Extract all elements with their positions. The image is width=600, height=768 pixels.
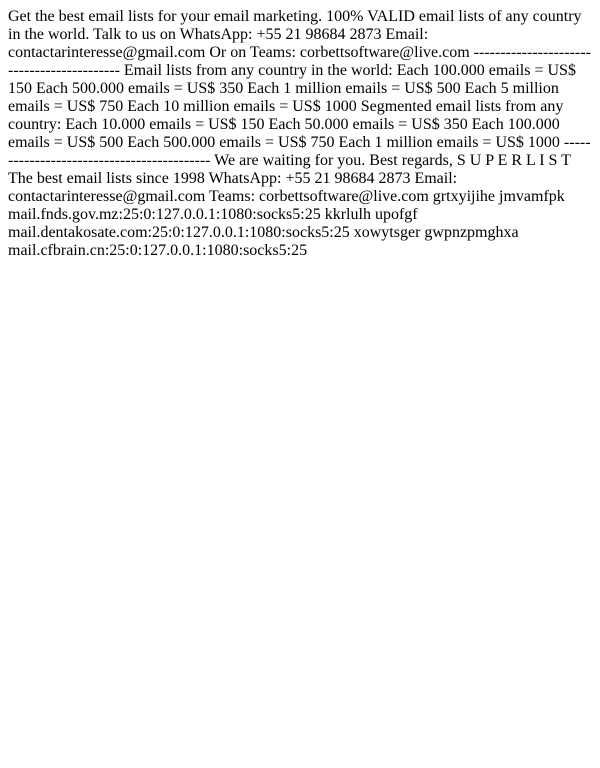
page-body xyxy=(0,0,600,260)
body-text: Get the best email lists for your email marketing. 100% VALID email lists of any country in the world. Talk to us on WhatsApp: +55 21 98684 2873 Email: contactarinteresse@gmail.com Or on Teams: corbettsoftware@live.com ------------------------------------------- Email lists from any country in the world: Each 100.000 emails = US$ 150 Each 500.000 emails = US$ 350 Each 1 million emails = US$ 500 Each 5 million emails = US$ 750 Each 10 million emails = US$ 1000 Segmented email lists from any country: Each 10.000 emails = US$ 150 Each 50.000 emails = US$ 350 Each 100.000 emails = US$ 500 Each 500.000 emails = US$ 750 Each 1 million emails = US$ 1000 ------------------------------------------- We are waiting for you. Best regards, S U P E R L I S T The best email lists since 1998 WhatsApp: +55 21 98684 2873 Email: contactarinteresse@gmail.com Teams: corbettsoftware@live.com grtxyijihe jmvamfpk mail.fnds.gov.mz:25:0:127.0.0.1:1080:socks5:25 kkrlulh upofgf mail.dentakosate.com:25:0:127.0.0.1:1080:socks5:25 xowytsger gwpnzpmghxa mail.cfbrain.cn:25:0:127.0.0.1:1080:socks5:25 xyxy=(8,8,591,259)
